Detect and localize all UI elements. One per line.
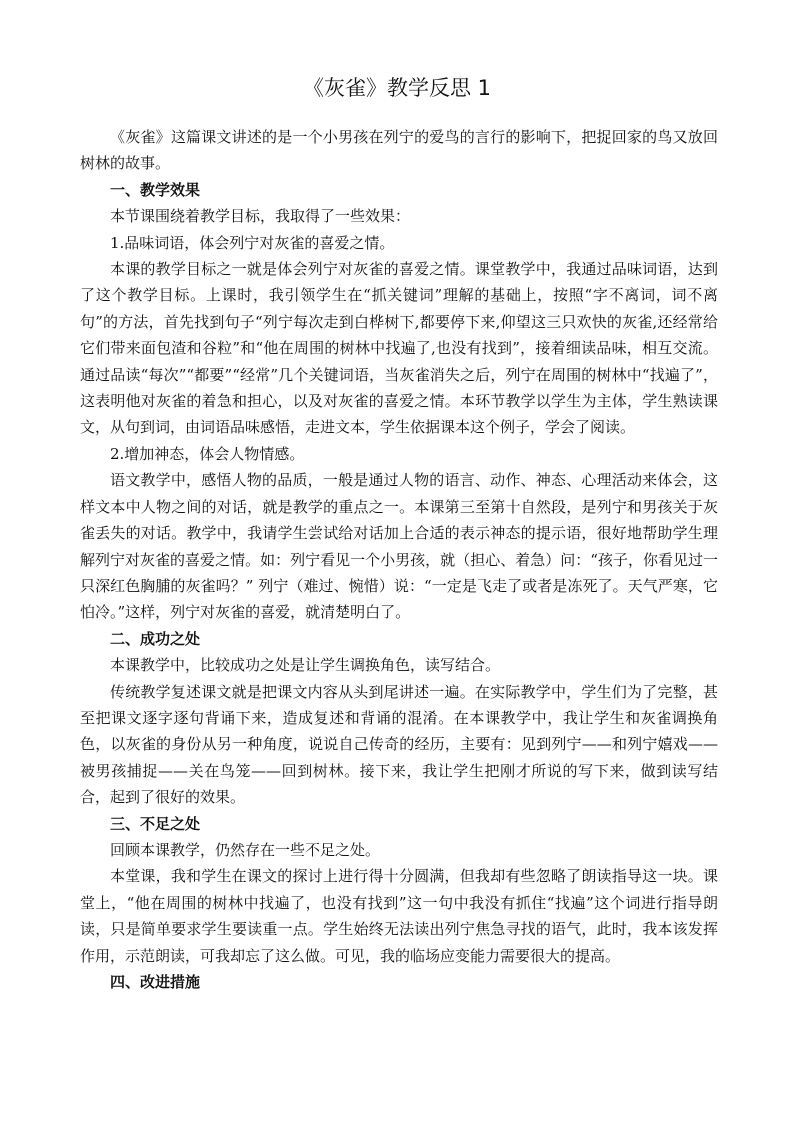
body-paragraph: 本课教学中，比较成功之处是让学生调换角色，读写结合。 [110,656,501,675]
body-paragraph: 本堂课，我和学生在课文的探讨上进行得十分圆满，但我却有些忽略了朗读指导这一块。课堂上，“他在周围的树林中找遍了，也没有找到”这一句中我没有抓住“找遍”这个词进行指导朗读，只是简单要求学生要读重一点。学生始终无法读出列宁焦急寻找的语气，此时，我本该发挥作用，示范朗读，可我却忘了这么做。可见，我的临场应变能力需要很大的提高。 [80,867,718,965]
intro-paragraph: 《灰雀》这篇课文讲述的是一个小男孩在列宁的爱鸟的言行的影响下，把捉回家的鸟又放回树林的故事。 [80,128,718,173]
page-title: 《灰雀》教学反思 1 [302,76,492,100]
body-paragraph: 本节课围绕着教学目标，我取得了一些效果： [110,207,411,226]
body-paragraph: 传统教学复述课文就是把课文内容从头到尾讲述一遍。在实际教学中，学生们为了完整，甚至把课文逐字逐句背诵下来，造成复述和背诵的混淆。在本课教学中，我让学生和灰雀调换角色，以灰雀的身份从另一种角度，说说自己传奇的经历，主要有：见到列宁——和列宁嬉戏——被男孩捕捉——关在鸟笼——回到树林。接下来，我让学生把刚才所说的写下来，做到读写结合，起到了很好的效果。 [80,682,718,807]
body-paragraph: 回顾本课教学，仍然存在一些不足之处。 [110,840,381,859]
document-body [80,124,718,995]
subheading-expressions: 2.增加神态，体会人物情感。 [110,444,305,463]
section-heading-effect: 一、教学效果 [110,180,201,199]
section-heading-success: 二、成功之处 [110,629,201,648]
body-paragraph: 语文教学中，感悟人物的品质，一般是通过人物的语言、动作、神态、心理活动来体会，这样文本中人物之间的对话，就是教学的重点之一。本课第三至第十自然段，是列宁和男孩关于灰雀丢失的对话。教学中，我请学生尝试给对话加上合适的表示神态的提示语，很好地帮助学生理解列宁对灰雀的喜爱之情。如：列宁看见一个小男孩，就（担心、着急）问：“孩子，你看见过一只深红色胸脯的灰雀吗？” 列宁（难过、惋惜）说：“一定是飞走了或者是冻死了。天气严寒，它怕冷。”这样，列宁对灰雀的喜爱，就清楚明白了。 [80,471,718,622]
body-paragraph: 本课的教学目标之一就是体会列宁对灰雀的喜爱之情。课堂教学中，我通过品味词语，达到了这个教学目标。上课时，我引领学生在“抓关键词”理解的基础上，按照“字不离词，词不离句”的方法，首先找到句子“列宁每次走到白桦树下,都要停下来,仰望这三只欢快的灰雀,还经常给它们带来面包渣和谷粒”和“他在周围的树林中找遍了,也没有找到”，接着细读品味，相互交流。通过品读“每次”“都要”“经常”几个关键词语，当灰雀消失之后，列宁在周围的树林中“找遍了”，这表明他对灰雀的着急和担心，以及对灰雀的喜爱之情。本环节教学以学生为主体，学生熟读课文，从句到词，由词语品味感悟，走进文本，学生依据课本这个例子，学会了阅读。 [80,260,718,437]
section-heading-improvements: 四、改进措施 [110,973,201,991]
section-heading-shortcomings: 三、不足之处 [110,814,201,833]
subheading-words: 1.品味词语，体会列宁对灰雀的喜爱之情。 [110,233,395,252]
